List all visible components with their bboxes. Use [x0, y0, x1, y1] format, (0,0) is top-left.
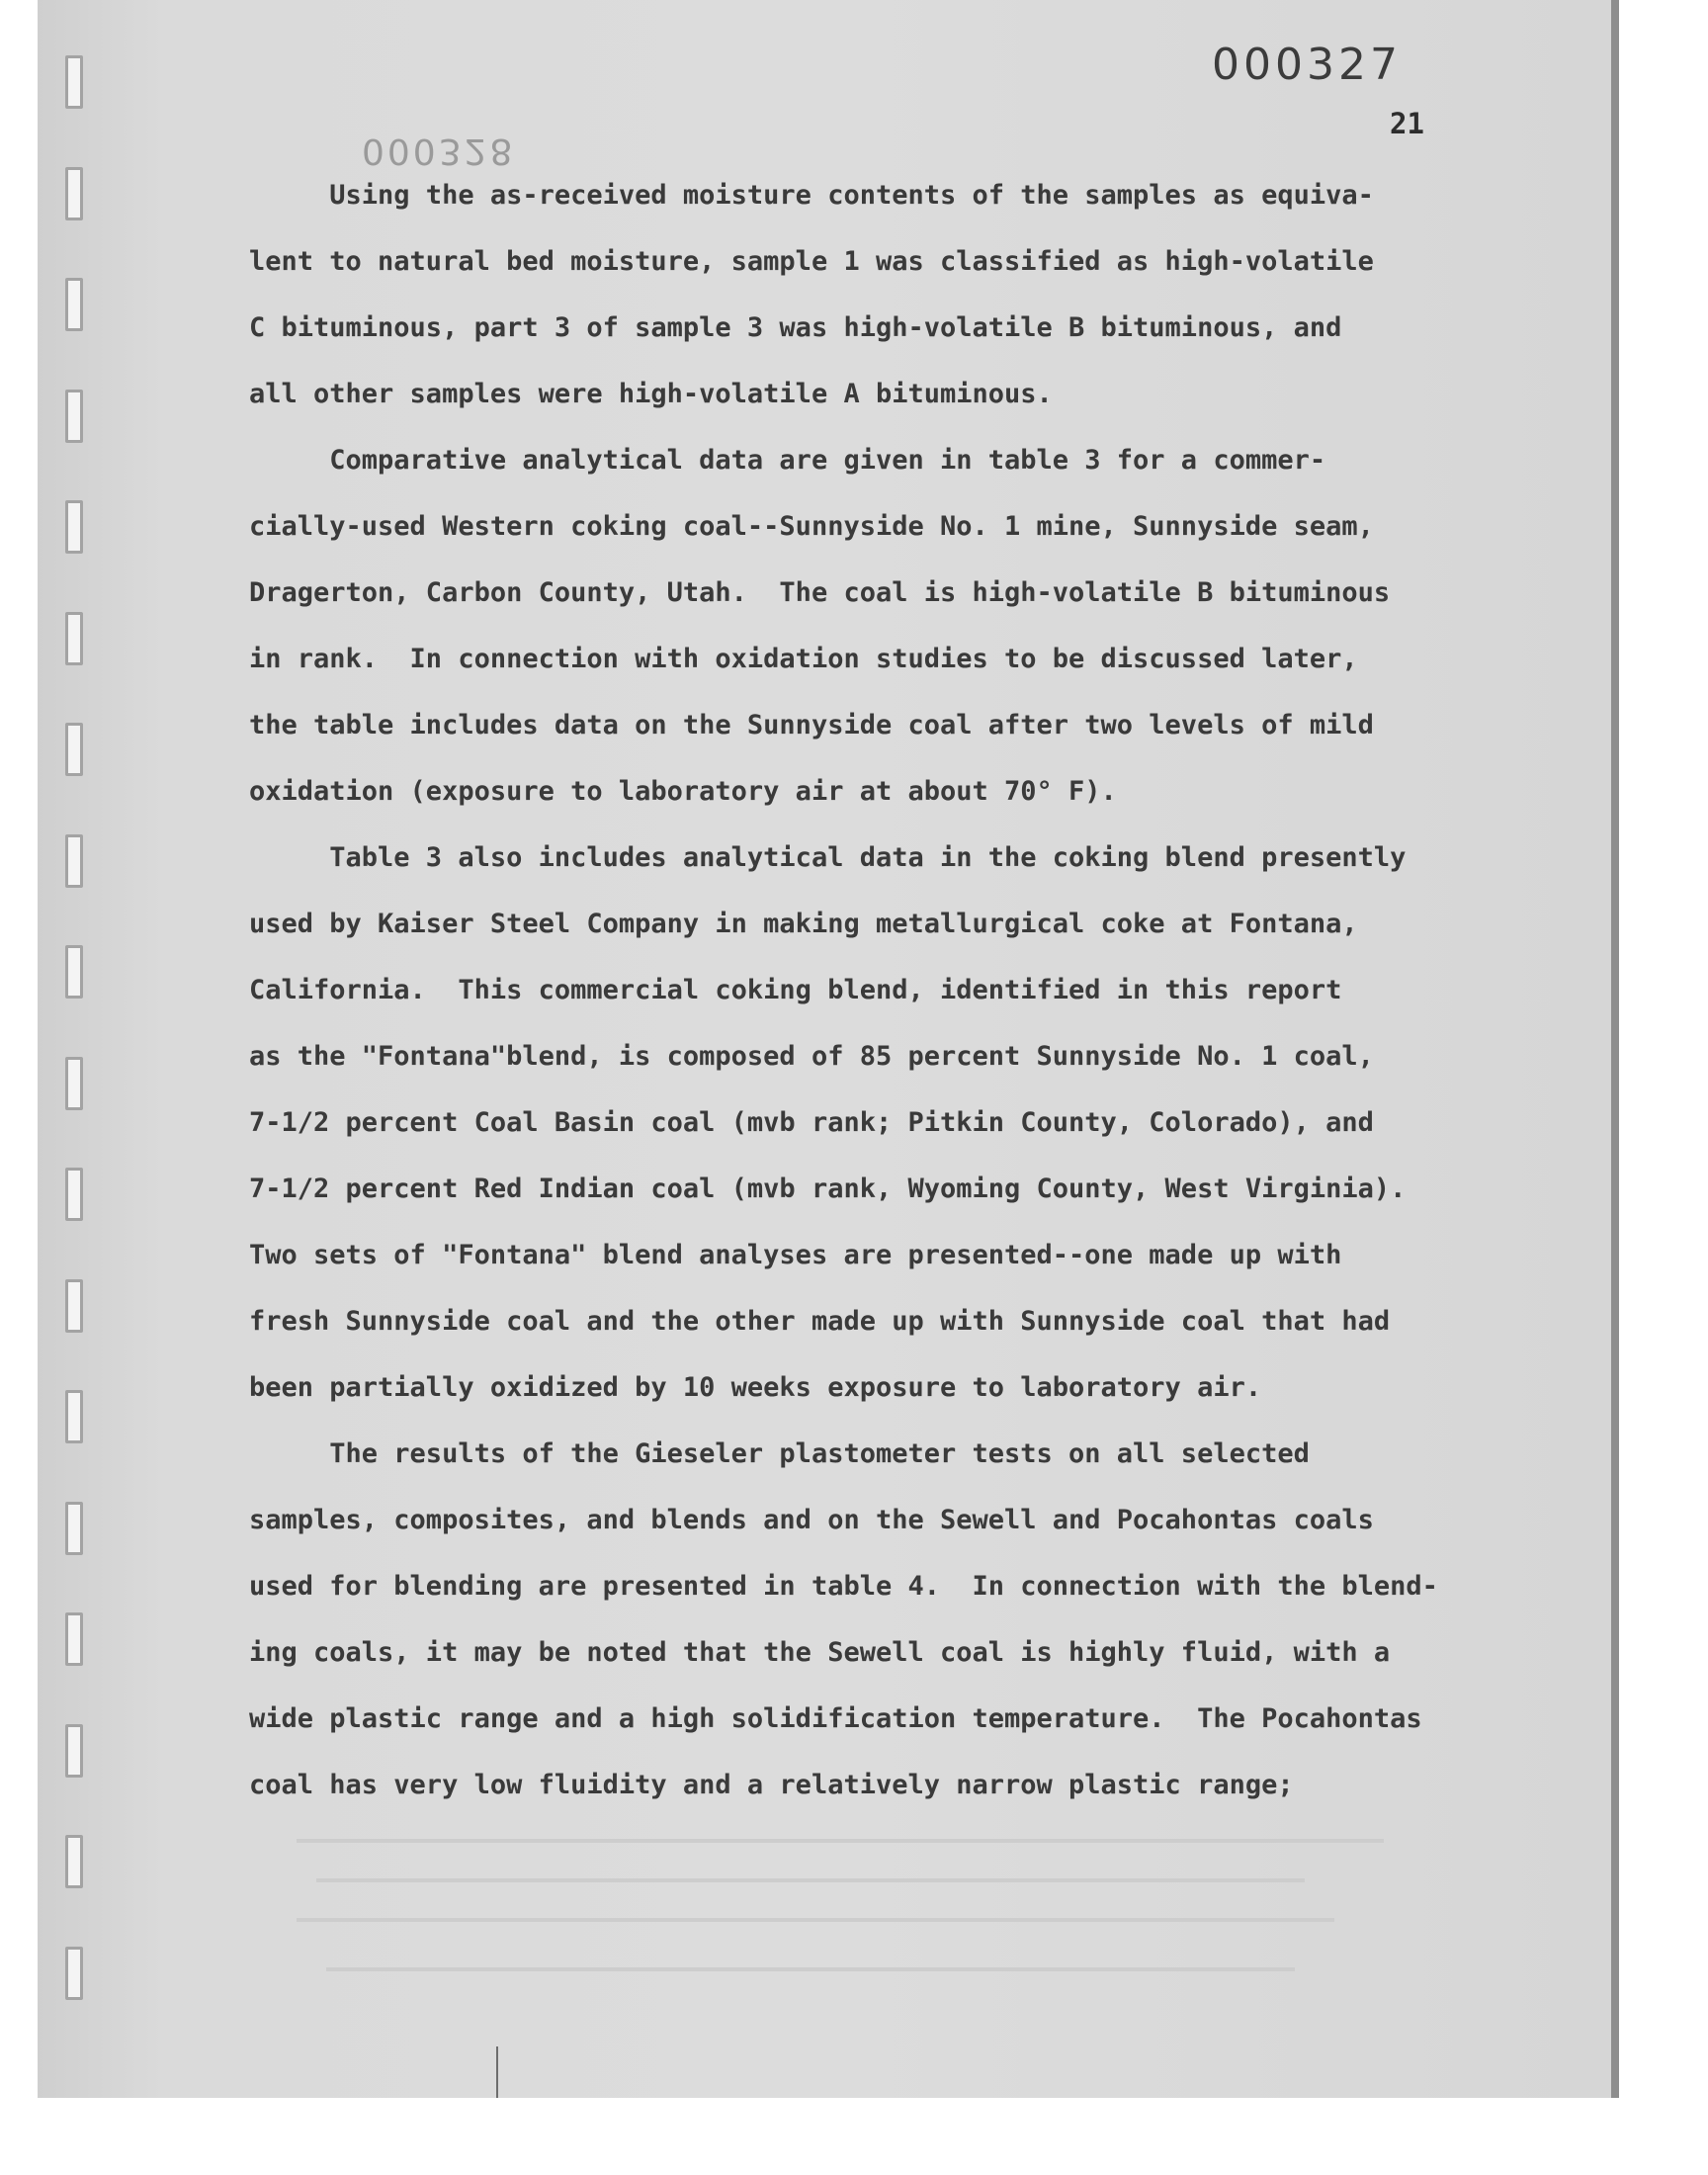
text-line: California. This commercial coking blend, identified in this report	[249, 975, 1342, 1005]
punch-hole	[65, 167, 83, 220]
body-text	[249, 162, 1485, 1818]
punch-hole	[65, 278, 83, 331]
punch-hole	[65, 390, 83, 443]
punch-hole	[65, 1502, 83, 1555]
text-line: the table includes data on the Sunnyside coal after two levels of mild	[249, 710, 1374, 740]
paragraph-1	[249, 162, 1485, 427]
scanner-margin	[0, 2098, 1708, 2175]
punch-hole	[65, 1835, 83, 1888]
text-line: 7-1/2 percent Coal Basin coal (mvb rank; Pitkin County, Colorado), and	[249, 1107, 1374, 1138]
punch-hole	[65, 723, 83, 776]
paragraph-4	[249, 1421, 1485, 1818]
text-line: as the "Fontana"blend, is composed of 85 percent Sunnyside No. 1 coal,	[249, 1041, 1374, 1072]
punch-hole	[65, 945, 83, 999]
bleed-through-line	[316, 1878, 1305, 1882]
text-line: samples, composites, and blends and on the Sewell and Pocahontas coals	[249, 1505, 1374, 1535]
punch-hole	[65, 834, 83, 888]
text-line: ing coals, it may be noted that the Sewell coal is highly fluid, with a	[249, 1637, 1391, 1668]
punch-hole	[65, 500, 83, 554]
text-line: lent to natural bed moisture, sample 1 was classified as high-volatile	[249, 246, 1374, 277]
text-line: oxidation (exposure to laboratory air at about 70° F).	[249, 776, 1117, 807]
text-line: been partially oxidized by 10 weeks exposure to laboratory air.	[249, 1372, 1262, 1403]
text-line: Table 3 also includes analytical data in the coking blend presently	[249, 842, 1407, 873]
page-number: 21	[1390, 107, 1424, 140]
text-line: Two sets of "Fontana" blend analyses are presented--one made up with	[249, 1240, 1342, 1270]
text-line: in rank. In connection with oxidation studies to be discussed later,	[249, 644, 1358, 674]
document-stamp-number: 000327	[1212, 40, 1402, 90]
text-line: wide plastic range and a high solidification temperature. The Pocahontas	[249, 1703, 1422, 1734]
text-line: Using the as-received moisture contents of the samples as equiva-	[249, 180, 1374, 211]
punch-hole	[65, 55, 83, 109]
text-line: all other samples were high-volatile A bituminous.	[249, 379, 1053, 409]
punch-hole	[65, 1168, 83, 1221]
text-line: The results of the Gieseler plastometer tests on all selected	[249, 1438, 1310, 1469]
paragraph-2	[249, 427, 1485, 825]
punch-hole	[65, 1390, 83, 1443]
paper-edge-shadow	[1611, 0, 1619, 2098]
paragraph-3	[249, 825, 1485, 1421]
text-line: Comparative analytical data are given in table 3 for a commer-	[249, 445, 1326, 476]
text-line: cially-used Western coking coal--Sunnyside No. 1 mine, Sunnyside seam,	[249, 511, 1374, 542]
bleed-through-line	[297, 1839, 1384, 1843]
punch-hole	[65, 1612, 83, 1666]
text-line: Dragerton, Carbon County, Utah. The coal is high-volatile B bituminous	[249, 577, 1391, 608]
text-line: used by Kaiser Steel Company in making metallurgical coke at Fontana,	[249, 909, 1358, 939]
punch-hole	[65, 1279, 83, 1333]
punch-hole	[65, 612, 83, 665]
punch-hole	[65, 1947, 83, 2000]
punch-hole	[65, 1724, 83, 1778]
text-line: fresh Sunnyside coal and the other made up with Sunnyside coal that had	[249, 1306, 1391, 1337]
text-line: C bituminous, part 3 of sample 3 was high-volatile B bituminous, and	[249, 312, 1342, 343]
punch-hole	[65, 1057, 83, 1110]
text-line: 7-1/2 percent Red Indian coal (mvb rank, Wyoming County, West Virginia).	[249, 1174, 1407, 1204]
text-line: used for blending are presented in table 4. In connection with the blend-	[249, 1571, 1438, 1602]
text-line: coal has very low fluidity and a relatively narrow plastic range;	[249, 1770, 1294, 1800]
bleed-through-line	[326, 1967, 1295, 1971]
scan-artifact-line	[496, 2046, 498, 2098]
bleed-through-line	[297, 1918, 1334, 1922]
ghost-stamp-number: 000328	[362, 130, 516, 171]
